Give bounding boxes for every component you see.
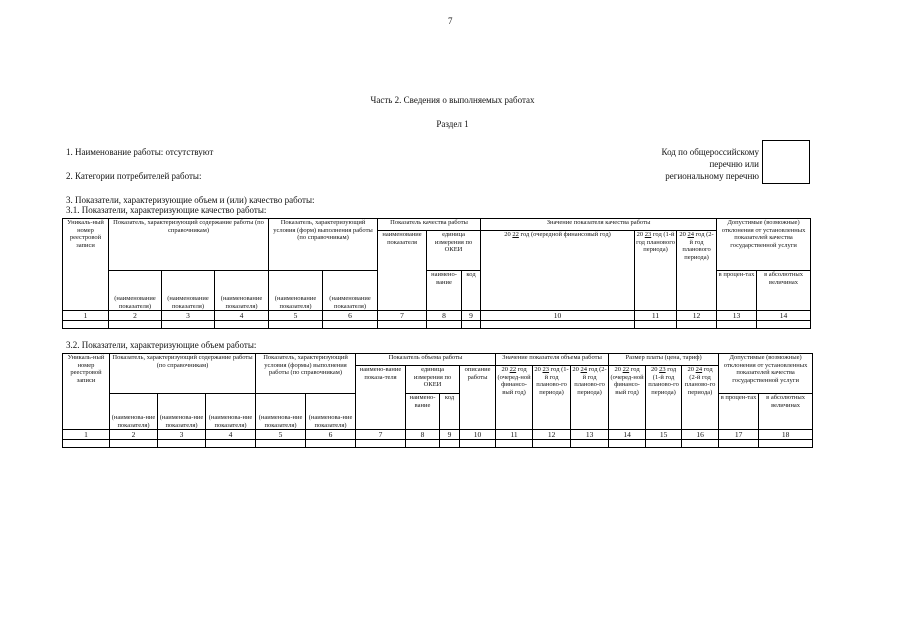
col-number: 6 [306,430,356,440]
table-cell[interactable] [109,321,162,329]
table-cell[interactable] [356,440,406,448]
col-number: 4 [206,430,256,440]
table-cell[interactable] [717,321,757,329]
sub-name-5: (наименова-ние показателя) [306,394,356,430]
table-cell[interactable] [406,440,440,448]
volume-table [62,353,813,448]
header-value-year-3: 20 24 год (2-й год планово-го периода) [571,366,609,430]
table-cell[interactable] [378,321,427,329]
col-number: 17 [719,430,759,440]
table-cell[interactable] [306,440,356,448]
col-number: 1 [63,311,109,321]
table-row [63,321,811,329]
table-cell[interactable] [571,440,609,448]
col-number: 8 [406,430,440,440]
table-cell[interactable] [677,321,717,329]
deviation-absolute: в абсолютных величинах [759,394,813,430]
table-cell[interactable] [533,440,571,448]
col-number: 10 [481,311,635,321]
sub-name-3: (наименование показателя) [215,271,269,311]
table-cell[interactable] [460,440,496,448]
col-number: 14 [609,430,646,440]
header-quality: Показатель качества работы [378,219,481,231]
col-number: 10 [460,430,496,440]
header-deviation: Допустимые (возможные) отклонения от установленных показателей качества государственной услуги [717,219,811,271]
col-number: 6 [323,311,378,321]
col-number: 4 [215,311,269,321]
work-name: 1. Наименование работы: отсутствуют [66,147,214,157]
page-number: 7 [448,16,453,26]
sub-name-1: (наименование показателя) [109,271,162,311]
table-cell[interactable] [635,321,677,329]
header-unit: единица измерения по ОКЕИ [406,366,460,394]
table-cell[interactable] [63,321,109,329]
header-year-2: 20 23 год (1-й год планового периода) [635,231,677,311]
header-description: описание работы [460,366,496,430]
header-content: Показатель, характеризующий содержание работы (по справочникам) [109,219,269,271]
col-number: 2 [109,311,162,321]
col-number: 8 [427,311,462,321]
header-conditions: Показатель, характеризующий условия (формы) выполнения работы (по справочникам) [256,354,356,394]
header-year-3: 20 24 год (2-й год планового периода) [677,231,717,311]
header-fee-year-2: 20 23 год (1-й год планово-го периода) [646,366,682,430]
col-number: 3 [158,430,206,440]
code-label-line3: региональному перечню [665,171,759,181]
table-cell[interactable] [609,440,646,448]
table-cell[interactable] [440,440,460,448]
col-number: 2 [110,430,158,440]
header-volume: Показатель объема работы [356,354,496,366]
table-cell[interactable] [158,440,206,448]
header-year-1: 20 22 год (очередной финансовый год) [481,231,635,311]
col-number: 11 [496,430,533,440]
table-cell[interactable] [462,321,481,329]
table-cell[interactable] [323,321,378,329]
col-number: 12 [533,430,571,440]
col-number: 9 [440,430,460,440]
volume-heading: 3.2. Показатели, характеризующие объем работы: [66,340,257,350]
col-number: 16 [682,430,719,440]
header-unique-number: Уникаль-ный номер реестровой записи [63,219,109,311]
header-content: Показатель, характеризующий содержание работы (по справочникам) [110,354,256,394]
table-cell[interactable] [269,321,323,329]
col-number: 13 [717,311,757,321]
code-label-line2: перечню или [709,159,759,169]
col-number: 1 [63,430,110,440]
table-cell[interactable] [110,440,158,448]
header-fee: Размер платы (цена, тариф) [609,354,719,366]
code-input-box[interactable] [762,140,810,184]
code-label-line1: Код по общероссийскому [661,147,759,157]
sub-name-1: (наименова-ние показателя) [110,394,158,430]
header-value: Значение показателя объема работы [496,354,609,366]
unit-name: наимено-вание [427,271,462,311]
header-indicator-name: наименование показателя [378,231,427,311]
table-cell[interactable] [215,321,269,329]
header-value-year-1: 20 22 год (очеред-ной финансо-вый год) [496,366,533,430]
header-fee-year-3: 20 24 год (2-й год планово-го периода) [682,366,719,430]
table-cell[interactable] [63,440,110,448]
col-number: 13 [571,430,609,440]
quality-heading: 3.1. Показатели, характеризующие качество работы: [66,205,267,215]
table-cell[interactable] [256,440,306,448]
table-row [63,440,813,448]
part-title: Часть 2. Сведения о выполняемых работах [370,95,535,105]
quality-table [62,218,811,329]
header-value: Значение показателя качества работы [481,219,717,231]
col-number: 15 [646,430,682,440]
col-number: 18 [759,430,813,440]
consumer-categories: 2. Категории потребителей работы: [66,171,202,181]
header-deviation: Допустимые (возможные) отклонения от установленных показателей качества государственной услуги [719,354,813,394]
sub-name-2: (наименова-ние показателя) [158,394,206,430]
indicators-heading: 3. Показатели, характеризующие объем и (или) качество работы: [66,195,315,205]
col-number: 5 [256,430,306,440]
table-cell[interactable] [682,440,719,448]
table-cell[interactable] [481,321,635,329]
table-cell[interactable] [427,321,462,329]
col-number: 5 [269,311,323,321]
sub-name-4: (наименование показателя) [269,271,323,311]
section-title: Раздел 1 [436,119,469,129]
header-unit: единица измерения по ОКЕИ [427,231,481,271]
header-value-year-2: 20 23 год (1-й год планово-го периода) [533,366,571,430]
table-cell[interactable] [496,440,533,448]
unit-name: наимено-вание [406,394,440,430]
col-number: 3 [162,311,215,321]
header-indicator-name: наимено-вание показа-теля [356,366,406,430]
sub-name-4: (наименова-ние показателя) [256,394,306,430]
table-cell[interactable] [759,440,813,448]
col-number: 11 [635,311,677,321]
code-label [662,146,759,182]
sub-name-2: (наименование показателя) [162,271,215,311]
header-fee-year-1: 20 22 год (очеред-ной финансо-вый год) [609,366,646,430]
col-number: 12 [677,311,717,321]
header-unique-number: Уникаль-ный номер реестровой записи [63,354,110,430]
col-number: 9 [462,311,481,321]
deviation-percent: в процен-тах [717,271,757,311]
table-cell[interactable] [206,440,256,448]
table-cell[interactable] [719,440,759,448]
deviation-percent: в процен-тах [719,394,759,430]
header-conditions: Показатель, характеризующий условия (форм) выполнения работы (по справочникам) [269,219,378,271]
table-cell[interactable] [757,321,811,329]
unit-code: код [462,271,481,311]
table-cell[interactable] [646,440,682,448]
deviation-absolute: в абсолютных величинах [757,271,811,311]
unit-code: код [440,394,460,430]
sub-name-3: (наименова-ние показателя) [206,394,256,430]
table-cell[interactable] [162,321,215,329]
col-number: 7 [378,311,427,321]
col-number: 14 [757,311,811,321]
col-number: 7 [356,430,406,440]
sub-name-5: (наименование показателя) [323,271,378,311]
